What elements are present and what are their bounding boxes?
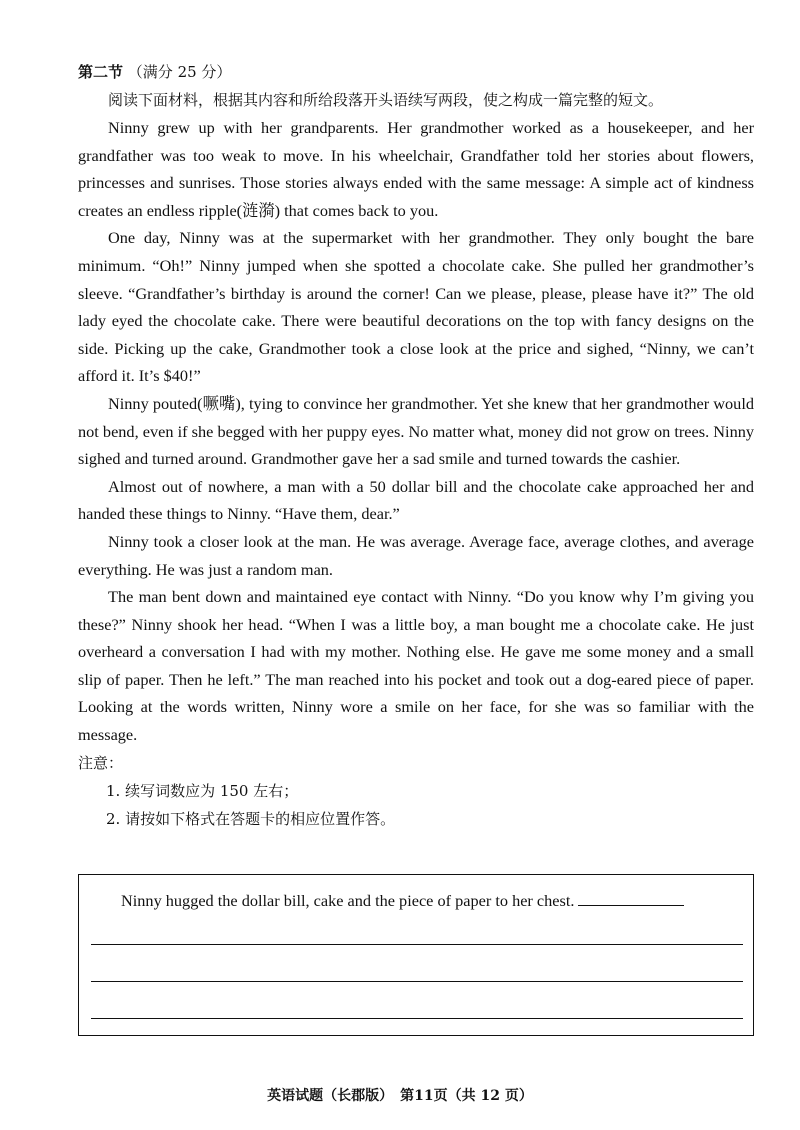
answer-line-3[interactable] bbox=[91, 1018, 743, 1019]
answer-opening-sentence: Ninny hugged the dollar bill, cake and the piece of paper to her chest. bbox=[121, 891, 575, 910]
passage-paragraph-3: Ninny pouted(噘嘴), tying to convince her grandmother. Yet she knew that her grandmother would not bend, even if she begged with her puppy eyes. No matter what, money did not grow on trees. Ninny sighed and turned around. Grandmother gave her a sad smile and turned towards the cashier. bbox=[78, 393, 754, 469]
note-item-1: 1. 续写词数应为 150 左右； bbox=[106, 781, 299, 800]
answer-line-1[interactable] bbox=[91, 944, 743, 945]
exam-page bbox=[78, 58, 754, 833]
passage-paragraph-1: Ninny grew up with her grandparents. Her grandmother worked as a housekeeper, and her grandfather was too weak to move. In his wheelchair, Grandfather told her stories about flowers, princesses and sunrises. Those stories always ended with the same message: A simple act of kindness creates an endless ripple(涟漪) that comes back to you. bbox=[78, 118, 754, 220]
section-heading bbox=[78, 58, 754, 86]
task-instruction: 阅读下面材料，根据其内容和所给段落开头语续写两段，使之构成一篇完整的短文。 bbox=[108, 91, 664, 109]
passage-paragraph-5: Ninny took a closer look at the man. He was average. Average face, average clothes, and average everything. He was just a random man. bbox=[78, 531, 754, 579]
answer-box bbox=[78, 874, 754, 1036]
passage-paragraph-4: Almost out of nowhere, a man with a 50 dollar bill and the chocolate cake approached her and handed these things to Ninny. “Have them, dear.” bbox=[78, 476, 754, 524]
note-item-2: 2. 请按如下格式在答题卡的相应位置作答。 bbox=[106, 809, 396, 828]
notes-heading: 注意： bbox=[78, 753, 124, 772]
answer-opening-line bbox=[121, 889, 749, 913]
page-footer: 英语试题（长郡版） 第11页（共 12 页） bbox=[267, 1088, 533, 1104]
section-title: 第二节 bbox=[78, 63, 124, 81]
answer-blank-inline[interactable] bbox=[578, 889, 684, 906]
answer-line-2[interactable] bbox=[91, 981, 743, 982]
section-score: （满分 25 分） bbox=[127, 63, 232, 81]
passage-paragraph-2: One day, Ninny was at the supermarket with her grandmother. They only bought the bare minimum. “Oh!” Ninny jumped when she spotted a chocolate cake. She pulled her grandmother’s sleeve. “Grandfather’s birthday is around the corner! Can we please, please, please have it?” The old lady eyed the chocolate cake. There were beautiful decorations on the top with fancy designs on the side. Picking up the cake, Grandmother took a close look at the price and sighed, “Ninny, we can’t afford it. It’s $40!” bbox=[78, 228, 754, 386]
passage-paragraph-6: The man bent down and maintained eye contact with Ninny. “Do you know why I’m giving you these?” Ninny shook her head. “When I was a little boy, a man bought me a chocolate cake. He just overheard a conversation I had with my mother. Nothing else. He gave me some money and a small slip of paper. Then he left.” The man reached into his pocket and took out a dog-eared piece of paper. Looking at the words written, Ninny wore a smile on her face, for she was so familiar with the message. bbox=[78, 587, 754, 745]
